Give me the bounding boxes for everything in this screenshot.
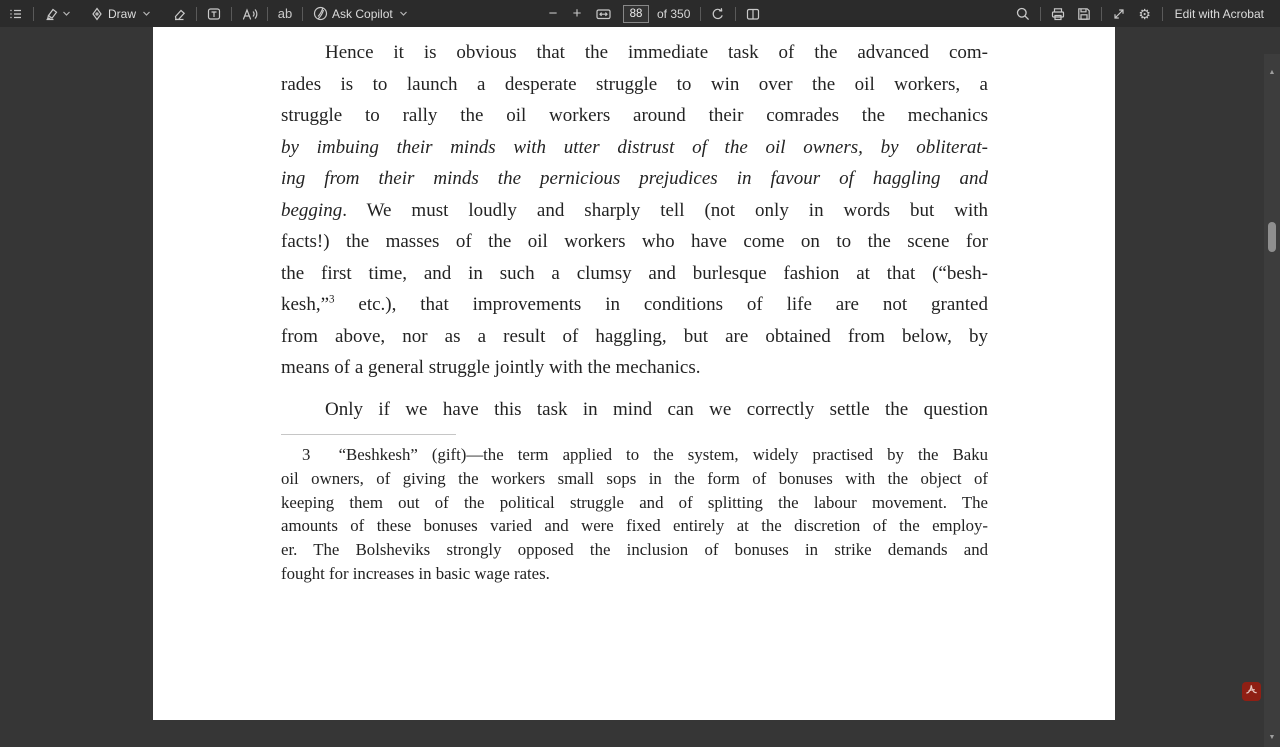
paragraph (281, 37, 988, 384)
toolbar-divider (267, 7, 268, 21)
print-icon (1050, 6, 1066, 22)
text-line: by imbuing their minds with utter distrust of the oil owners, by obliterat- (281, 136, 988, 158)
zoom-out-icon: − (548, 5, 558, 22)
table-of-contents-icon (8, 6, 24, 22)
toolbar-divider (735, 7, 736, 21)
chevron-down-icon (399, 9, 408, 18)
draw-button[interactable] (86, 2, 154, 26)
text-line: amounts of these bonuses varied and were fixed entirely at the discretion of the employ- (281, 516, 988, 536)
draw-label: Draw (108, 6, 137, 21)
text-line: er. The Bolsheviks strongly opposed the inclusion of bonuses in strike demands and (281, 540, 988, 560)
footnote-separator (281, 434, 456, 435)
toolbar-divider (1040, 7, 1041, 21)
text-line: Only if we have this task in mind can we correctly settle the question (325, 398, 988, 420)
text-line: struggle to rally the oil workers around their comrades the mechanics (281, 105, 988, 126)
toolbar-divider (302, 7, 303, 21)
text-line: means of a general struggle jointly with the mechanics. (281, 357, 701, 378)
footnote (281, 443, 988, 586)
add-text-icon (206, 6, 222, 22)
zoom-in-icon: + (572, 5, 582, 22)
scrollbar-thumb[interactable] (1268, 222, 1276, 252)
text-line: rades is to launch a desperate struggle to win over the oil workers, a (281, 73, 988, 95)
fit-to-width-button[interactable] (592, 2, 615, 26)
text-line: 3 “Beshkesh” (gift)—the term applied to the system, widely practised by the Baku (302, 445, 988, 464)
fullscreen-button[interactable] (1108, 2, 1130, 26)
edit-with-acrobat-label: Edit with Acrobat (1174, 6, 1264, 21)
page-view-button[interactable] (742, 2, 764, 26)
highlight-button[interactable] (40, 2, 74, 26)
toolbar-right-group (1012, 0, 1280, 27)
text-line: facts!) the masses of the oil workers who have come on to the scene for (281, 231, 988, 252)
toolbar-divider (196, 7, 197, 21)
table-of-contents-button[interactable] (5, 2, 27, 26)
text-line: Hence it is obvious that the immediate task of the advanced com- (325, 42, 988, 63)
settings-button[interactable] (1134, 2, 1156, 26)
toolbar-divider (700, 7, 701, 21)
read-aloud-icon (241, 6, 258, 22)
text-line: kesh,”$^3$ etc.), that improvements in conditions of life are not granted (281, 293, 988, 315)
translate-button[interactable] (274, 2, 296, 26)
ask-copilot-label: Ask Copilot (332, 6, 393, 21)
text-line: oil owners, of giving the workers small sops in the form of bonuses with the object of (281, 468, 988, 488)
text-line: ing from their minds the pernicious prejudices in favour of haggling and (281, 168, 988, 189)
toolbar-center-group (542, 0, 764, 27)
zoom-in-button[interactable] (566, 2, 588, 26)
save-icon (1076, 6, 1092, 22)
text-line: begging. We must loudly and sharply tell (not only in words but with (281, 199, 988, 221)
ask-copilot-button[interactable] (309, 2, 411, 26)
toolbar-divider (33, 7, 34, 21)
text-line: keeping them out of the political struggle and of splitting the labour movement. The (281, 492, 988, 512)
scroll-down-arrow[interactable]: ▼ (1264, 729, 1280, 745)
document-page (153, 27, 1115, 720)
edit-with-acrobat-button[interactable] (1169, 2, 1270, 26)
rotate-icon (710, 6, 726, 22)
chevron-down-icon (142, 9, 151, 18)
text-line: fought for increases in basic wage rates. (281, 563, 550, 583)
page-view-icon (745, 6, 761, 22)
eraser-icon (171, 6, 187, 22)
fullscreen-icon (1111, 6, 1127, 22)
text-line: the first time, and in such a clumsy and burlesque fashion at that (“besh- (281, 262, 988, 284)
body-paragraphs (281, 37, 988, 425)
fit-to-width-icon (595, 6, 612, 22)
pdf-toolbar (0, 0, 1280, 27)
read-aloud-button[interactable] (238, 2, 261, 26)
search-button[interactable] (1012, 2, 1034, 26)
settings-gear-icon: ⚙ (1138, 5, 1151, 22)
zoom-out-button[interactable] (542, 2, 564, 26)
page-count-label: of 350 (657, 6, 691, 21)
print-button[interactable] (1047, 2, 1069, 26)
toolbar-divider (1101, 7, 1102, 21)
document-viewer (0, 27, 1280, 741)
save-button[interactable] (1073, 2, 1095, 26)
draw-pen-icon (89, 6, 105, 22)
translate-icon: ab (277, 6, 293, 21)
search-icon (1015, 6, 1031, 22)
acrobat-logo-icon (1244, 682, 1259, 702)
vertical-scrollbar[interactable] (1264, 54, 1280, 747)
toolbar-divider (231, 7, 232, 21)
page-number-input[interactable] (623, 5, 649, 23)
add-text-button[interactable] (203, 2, 225, 26)
toolbar-divider (1162, 7, 1163, 21)
page-text (153, 27, 1115, 586)
paragraph (281, 394, 988, 426)
scroll-up-arrow[interactable]: ▲ (1264, 64, 1280, 80)
acrobat-launcher[interactable] (1242, 682, 1261, 701)
rotate-button[interactable] (707, 2, 729, 26)
text-line: from above, nor as a result of haggling, but are obtained from below, by (281, 325, 988, 347)
erase-button[interactable] (168, 2, 190, 26)
chevron-down-icon (62, 9, 71, 18)
toolbar-left-group (0, 0, 411, 27)
highlighter-icon (43, 6, 59, 22)
copilot-icon (312, 5, 329, 22)
